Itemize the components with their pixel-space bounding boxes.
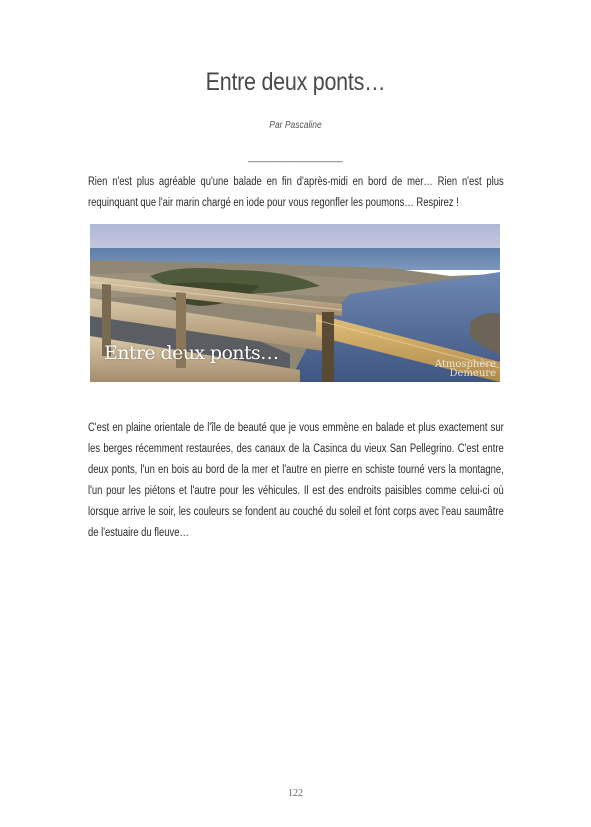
article-byline: Par Pascaline bbox=[269, 120, 322, 131]
article-photo bbox=[90, 224, 500, 382]
photo-caption: Entre deux ponts… bbox=[104, 342, 279, 364]
page-number: 122 bbox=[288, 788, 303, 799]
intro-paragraph bbox=[88, 172, 504, 214]
intro-text: Rien n'est plus agréable qu'une balade en fin d'après-midi en bord de mer… Rien n'est plus requinquant que l'air marin chargé en iode pour vous regonfler les poumons… Respirez ! bbox=[88, 176, 504, 209]
body-text: C'est en plaine orientale de l'île de beauté que je vous emmène en balade et plus exactement sur les berges récemment restaurées, des canaux de la Casinca du vieux San Pellegrino. C'est entre deux ponts, l'un en bois au bord de la mer et l'autre en pierre en schiste tourné vers la montagne, l'un pour les piétons et l'autre pour les véhicules. Il est des endroits paisibles comme celui-ci où lorsque arrive le soir, les couleurs se fondent au couché du soleil et font corps avec l'eau saumâtre de l'estuaire du fleuve… bbox=[88, 422, 504, 539]
body-paragraph bbox=[88, 418, 504, 544]
article-title: Entre deux ponts… bbox=[205, 68, 386, 96]
separator-line: _______________ bbox=[248, 151, 343, 163]
watermark-logo: Atmosphère Demeure bbox=[434, 359, 496, 379]
